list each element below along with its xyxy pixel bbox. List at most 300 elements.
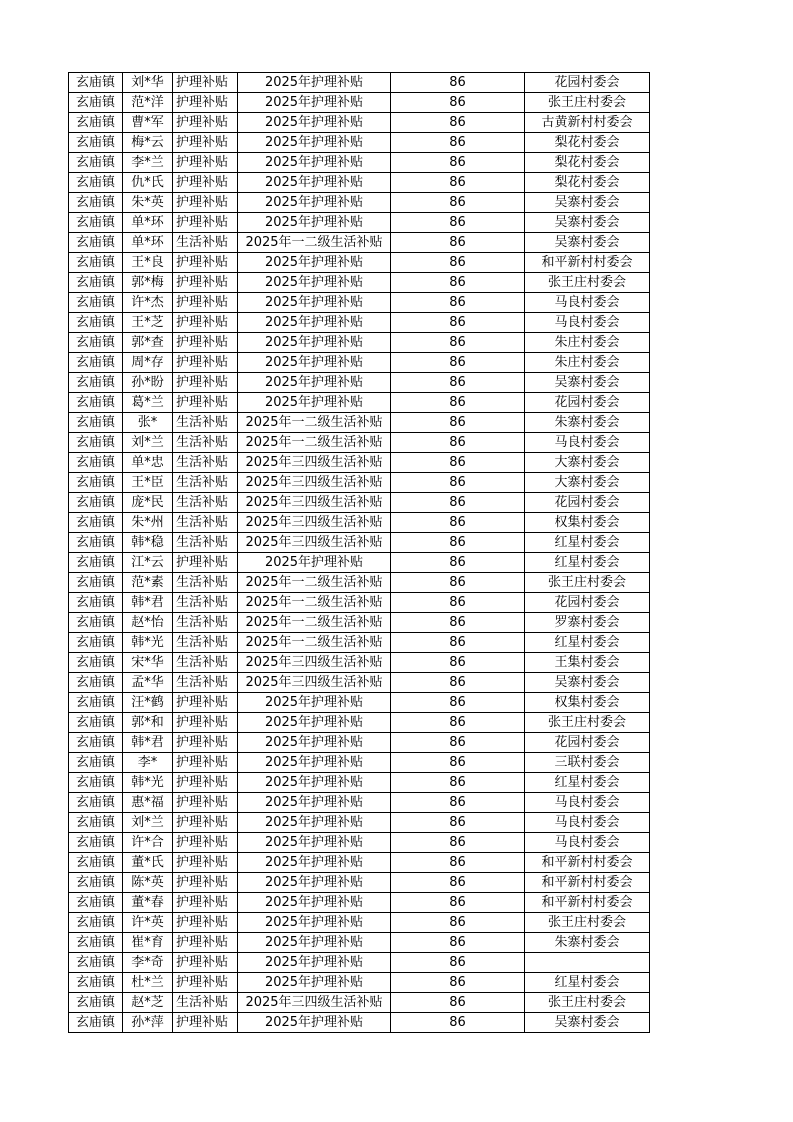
- amount-cell: 86: [391, 353, 525, 373]
- name-cell: 单*环: [123, 213, 173, 233]
- amount-cell: 86: [391, 533, 525, 553]
- amount-cell: 86: [391, 633, 525, 653]
- town-cell: 玄庙镇: [69, 953, 123, 973]
- amount-cell: 86: [391, 553, 525, 573]
- village-committee-cell: 朱寨村委会: [525, 933, 650, 953]
- amount-cell: 86: [391, 973, 525, 993]
- village-committee-cell: 大寨村委会: [525, 453, 650, 473]
- village-committee-cell: 张王庄村委会: [525, 913, 650, 933]
- subsidy-item-cell: 2025年三四级生活补贴: [238, 493, 391, 513]
- subsidy-item-cell: 2025年三四级生活补贴: [238, 453, 391, 473]
- town-cell: 玄庙镇: [69, 673, 123, 693]
- subsidy-item-cell: 2025年护理补贴: [238, 173, 391, 193]
- amount-cell: 86: [391, 333, 525, 353]
- subsidy-item-cell: 2025年护理补贴: [238, 253, 391, 273]
- category-cell: 护理补贴: [173, 933, 238, 953]
- table-row: [69, 173, 650, 193]
- subsidy-item-cell: 2025年护理补贴: [238, 333, 391, 353]
- subsidy-item-cell: 2025年一二级生活补贴: [238, 633, 391, 653]
- table-row: [69, 133, 650, 153]
- name-cell: 朱*州: [123, 513, 173, 533]
- subsidy-item-cell: 2025年一二级生活补贴: [238, 233, 391, 253]
- name-cell: 韩*稳: [123, 533, 173, 553]
- amount-cell: 86: [391, 93, 525, 113]
- village-committee-cell: 罗寨村委会: [525, 613, 650, 633]
- category-cell: 护理补贴: [173, 273, 238, 293]
- town-cell: 玄庙镇: [69, 93, 123, 113]
- subsidy-item-cell: 2025年护理补贴: [238, 273, 391, 293]
- name-cell: 郭*梅: [123, 273, 173, 293]
- table-row: [69, 593, 650, 613]
- town-cell: 玄庙镇: [69, 213, 123, 233]
- amount-cell: 86: [391, 133, 525, 153]
- village-committee-cell: 梨花村委会: [525, 173, 650, 193]
- name-cell: 孟*华: [123, 673, 173, 693]
- town-cell: 玄庙镇: [69, 193, 123, 213]
- town-cell: 玄庙镇: [69, 153, 123, 173]
- category-cell: 护理补贴: [173, 1013, 238, 1033]
- village-committee-cell: 权集村委会: [525, 693, 650, 713]
- town-cell: 玄庙镇: [69, 593, 123, 613]
- town-cell: 玄庙镇: [69, 253, 123, 273]
- category-cell: 生活补贴: [173, 673, 238, 693]
- category-cell: 生活补贴: [173, 413, 238, 433]
- table-row: [69, 233, 650, 253]
- table-row: [69, 73, 650, 93]
- village-committee-cell: 马良村委会: [525, 793, 650, 813]
- category-cell: 护理补贴: [173, 553, 238, 573]
- amount-cell: 86: [391, 793, 525, 813]
- name-cell: 崔*育: [123, 933, 173, 953]
- name-cell: 韩*光: [123, 633, 173, 653]
- name-cell: 李*: [123, 753, 173, 773]
- village-committee-cell: 和平新村村委会: [525, 853, 650, 873]
- village-committee-cell: 马良村委会: [525, 433, 650, 453]
- subsidy-item-cell: 2025年护理补贴: [238, 133, 391, 153]
- subsidy-item-cell: 2025年护理补贴: [238, 773, 391, 793]
- category-cell: 护理补贴: [173, 873, 238, 893]
- amount-cell: 86: [391, 593, 525, 613]
- name-cell: 许*合: [123, 833, 173, 853]
- amount-cell: 86: [391, 253, 525, 273]
- table-row: [69, 413, 650, 433]
- category-cell: 生活补贴: [173, 453, 238, 473]
- village-committee-cell: 花园村委会: [525, 493, 650, 513]
- amount-cell: 86: [391, 193, 525, 213]
- subsidy-item-cell: 2025年护理补贴: [238, 713, 391, 733]
- table-row: [69, 513, 650, 533]
- name-cell: 曹*军: [123, 113, 173, 133]
- amount-cell: 86: [391, 913, 525, 933]
- subsidy-item-cell: 2025年三四级生活补贴: [238, 513, 391, 533]
- table-row: [69, 493, 650, 513]
- village-committee-cell: 花园村委会: [525, 593, 650, 613]
- name-cell: 郭*和: [123, 713, 173, 733]
- table-row: [69, 433, 650, 453]
- amount-cell: 86: [391, 233, 525, 253]
- town-cell: 玄庙镇: [69, 893, 123, 913]
- category-cell: 护理补贴: [173, 293, 238, 313]
- village-committee-cell: 张王庄村委会: [525, 273, 650, 293]
- category-cell: 护理补贴: [173, 373, 238, 393]
- table-row: [69, 153, 650, 173]
- name-cell: 庞*民: [123, 493, 173, 513]
- category-cell: 生活补贴: [173, 573, 238, 593]
- village-committee-cell: 张王庄村委会: [525, 993, 650, 1013]
- name-cell: 韩*光: [123, 773, 173, 793]
- amount-cell: 86: [391, 753, 525, 773]
- name-cell: 韩*君: [123, 733, 173, 753]
- subsidy-item-cell: 2025年护理补贴: [238, 393, 391, 413]
- town-cell: 玄庙镇: [69, 113, 123, 133]
- subsidy-item-cell: 2025年护理补贴: [238, 193, 391, 213]
- subsidy-table: [68, 72, 650, 1033]
- category-cell: 护理补贴: [173, 73, 238, 93]
- amount-cell: 86: [391, 773, 525, 793]
- village-committee-cell: 红星村委会: [525, 773, 650, 793]
- name-cell: 单*环: [123, 233, 173, 253]
- village-committee-cell: 吴寨村委会: [525, 213, 650, 233]
- category-cell: 护理补贴: [173, 913, 238, 933]
- name-cell: 董*氏: [123, 853, 173, 873]
- subsidy-item-cell: 2025年护理补贴: [238, 853, 391, 873]
- amount-cell: 86: [391, 733, 525, 753]
- table-row: [69, 933, 650, 953]
- village-committee-cell: 和平新村村委会: [525, 873, 650, 893]
- subsidy-item-cell: 2025年护理补贴: [238, 913, 391, 933]
- subsidy-item-cell: 2025年三四级生活补贴: [238, 993, 391, 1013]
- subsidy-item-cell: 2025年三四级生活补贴: [238, 473, 391, 493]
- village-committee-cell: 朱寨村委会: [525, 413, 650, 433]
- name-cell: 韩*君: [123, 593, 173, 613]
- category-cell: 护理补贴: [173, 893, 238, 913]
- category-cell: 护理补贴: [173, 833, 238, 853]
- town-cell: 玄庙镇: [69, 413, 123, 433]
- subsidy-item-cell: 2025年一二级生活补贴: [238, 593, 391, 613]
- category-cell: 护理补贴: [173, 133, 238, 153]
- name-cell: 王*良: [123, 253, 173, 273]
- amount-cell: 86: [391, 853, 525, 873]
- name-cell: 赵*怡: [123, 613, 173, 633]
- village-committee-cell: 张王庄村委会: [525, 93, 650, 113]
- name-cell: 许*杰: [123, 293, 173, 313]
- village-committee-cell: 红星村委会: [525, 553, 650, 573]
- category-cell: 护理补贴: [173, 973, 238, 993]
- town-cell: 玄庙镇: [69, 873, 123, 893]
- table-row: [69, 793, 650, 813]
- category-cell: 护理补贴: [173, 753, 238, 773]
- town-cell: 玄庙镇: [69, 733, 123, 753]
- village-committee-cell: 马良村委会: [525, 293, 650, 313]
- name-cell: 惠*福: [123, 793, 173, 813]
- name-cell: 孙*萍: [123, 1013, 173, 1033]
- village-committee-cell: 梨花村委会: [525, 153, 650, 173]
- amount-cell: 86: [391, 653, 525, 673]
- name-cell: 许*英: [123, 913, 173, 933]
- town-cell: 玄庙镇: [69, 433, 123, 453]
- category-cell: 护理补贴: [173, 953, 238, 973]
- table-row: [69, 193, 650, 213]
- category-cell: 护理补贴: [173, 713, 238, 733]
- table-row: [69, 293, 650, 313]
- subsidy-item-cell: 2025年三四级生活补贴: [238, 673, 391, 693]
- subsidy-item-cell: 2025年护理补贴: [238, 733, 391, 753]
- village-committee-cell: 花园村委会: [525, 393, 650, 413]
- category-cell: 生活补贴: [173, 433, 238, 453]
- subsidy-item-cell: 2025年护理补贴: [238, 73, 391, 93]
- category-cell: 护理补贴: [173, 793, 238, 813]
- name-cell: 赵*芝: [123, 993, 173, 1013]
- table-row: [69, 753, 650, 773]
- village-committee-cell: 朱庄村委会: [525, 333, 650, 353]
- amount-cell: 86: [391, 273, 525, 293]
- category-cell: 护理补贴: [173, 393, 238, 413]
- village-committee-cell: 花园村委会: [525, 733, 650, 753]
- table-row: [69, 273, 650, 293]
- table-row: [69, 613, 650, 633]
- table-row: [69, 113, 650, 133]
- subsidy-item-cell: 2025年护理补贴: [238, 553, 391, 573]
- category-cell: 生活补贴: [173, 493, 238, 513]
- name-cell: 范*洋: [123, 93, 173, 113]
- table-row: [69, 813, 650, 833]
- amount-cell: 86: [391, 373, 525, 393]
- category-cell: 护理补贴: [173, 693, 238, 713]
- amount-cell: 86: [391, 513, 525, 533]
- subsidy-item-cell: 2025年护理补贴: [238, 813, 391, 833]
- village-committee-cell: 吴寨村委会: [525, 193, 650, 213]
- subsidy-item-cell: 2025年护理补贴: [238, 933, 391, 953]
- town-cell: 玄庙镇: [69, 233, 123, 253]
- name-cell: 郭*查: [123, 333, 173, 353]
- village-committee-cell: 梨花村委会: [525, 133, 650, 153]
- subsidy-item-cell: 2025年三四级生活补贴: [238, 653, 391, 673]
- village-committee-cell: 吴寨村委会: [525, 673, 650, 693]
- town-cell: 玄庙镇: [69, 833, 123, 853]
- name-cell: 陈*英: [123, 873, 173, 893]
- amount-cell: 86: [391, 1013, 525, 1033]
- table-row: [69, 93, 650, 113]
- table-row: [69, 773, 650, 793]
- amount-cell: 86: [391, 153, 525, 173]
- village-committee-cell: 马良村委会: [525, 313, 650, 333]
- name-cell: 刘*兰: [123, 813, 173, 833]
- table-row: [69, 373, 650, 393]
- table-row: [69, 833, 650, 853]
- town-cell: 玄庙镇: [69, 313, 123, 333]
- table-row: [69, 573, 650, 593]
- amount-cell: 86: [391, 613, 525, 633]
- table-row: [69, 973, 650, 993]
- town-cell: 玄庙镇: [69, 173, 123, 193]
- town-cell: 玄庙镇: [69, 273, 123, 293]
- amount-cell: 86: [391, 413, 525, 433]
- town-cell: 玄庙镇: [69, 333, 123, 353]
- category-cell: 护理补贴: [173, 733, 238, 753]
- subsidy-item-cell: 2025年护理补贴: [238, 373, 391, 393]
- name-cell: 王*臣: [123, 473, 173, 493]
- town-cell: 玄庙镇: [69, 373, 123, 393]
- village-committee-cell: 张王庄村委会: [525, 573, 650, 593]
- table-row: [69, 893, 650, 913]
- amount-cell: 86: [391, 313, 525, 333]
- amount-cell: 86: [391, 573, 525, 593]
- village-committee-cell: 吴寨村委会: [525, 373, 650, 393]
- category-cell: 护理补贴: [173, 813, 238, 833]
- table-row: [69, 633, 650, 653]
- subsidy-item-cell: 2025年护理补贴: [238, 793, 391, 813]
- town-cell: 玄庙镇: [69, 853, 123, 873]
- category-cell: 护理补贴: [173, 313, 238, 333]
- town-cell: 玄庙镇: [69, 473, 123, 493]
- town-cell: 玄庙镇: [69, 353, 123, 373]
- category-cell: 护理补贴: [173, 173, 238, 193]
- amount-cell: 86: [391, 713, 525, 733]
- name-cell: 刘*兰: [123, 433, 173, 453]
- name-cell: 李*兰: [123, 153, 173, 173]
- category-cell: 护理补贴: [173, 193, 238, 213]
- name-cell: 汪*鹤: [123, 693, 173, 713]
- table-row: [69, 553, 650, 573]
- name-cell: 董*春: [123, 893, 173, 913]
- town-cell: 玄庙镇: [69, 653, 123, 673]
- town-cell: 玄庙镇: [69, 133, 123, 153]
- amount-cell: 86: [391, 693, 525, 713]
- subsidy-item-cell: 2025年一二级生活补贴: [238, 413, 391, 433]
- town-cell: 玄庙镇: [69, 993, 123, 1013]
- amount-cell: 86: [391, 113, 525, 133]
- amount-cell: 86: [391, 433, 525, 453]
- village-committee-cell: 花园村委会: [525, 73, 650, 93]
- category-cell: 生活补贴: [173, 533, 238, 553]
- name-cell: 杜*兰: [123, 973, 173, 993]
- name-cell: 葛*兰: [123, 393, 173, 413]
- village-committee-cell: 红星村委会: [525, 633, 650, 653]
- category-cell: 护理补贴: [173, 93, 238, 113]
- town-cell: 玄庙镇: [69, 1013, 123, 1033]
- subsidy-item-cell: 2025年护理补贴: [238, 353, 391, 373]
- town-cell: 玄庙镇: [69, 573, 123, 593]
- subsidy-item-cell: 2025年护理补贴: [238, 313, 391, 333]
- name-cell: 梅*云: [123, 133, 173, 153]
- village-committee-cell: 和平新村村委会: [525, 893, 650, 913]
- subsidy-item-cell: 2025年护理补贴: [238, 93, 391, 113]
- amount-cell: 86: [391, 493, 525, 513]
- name-cell: 李*奇: [123, 953, 173, 973]
- category-cell: 生活补贴: [173, 473, 238, 493]
- village-committee-cell: 王集村委会: [525, 653, 650, 673]
- name-cell: 范*素: [123, 573, 173, 593]
- village-committee-cell: 古黄新村村委会: [525, 113, 650, 133]
- town-cell: 玄庙镇: [69, 513, 123, 533]
- category-cell: 生活补贴: [173, 233, 238, 253]
- town-cell: 玄庙镇: [69, 693, 123, 713]
- town-cell: 玄庙镇: [69, 533, 123, 553]
- table-row: [69, 393, 650, 413]
- town-cell: 玄庙镇: [69, 613, 123, 633]
- village-committee-cell: 朱庄村委会: [525, 353, 650, 373]
- town-cell: 玄庙镇: [69, 753, 123, 773]
- town-cell: 玄庙镇: [69, 933, 123, 953]
- table-row: [69, 653, 650, 673]
- village-committee-cell: 和平新村村委会: [525, 253, 650, 273]
- village-committee-cell: 红星村委会: [525, 973, 650, 993]
- amount-cell: 86: [391, 873, 525, 893]
- town-cell: 玄庙镇: [69, 713, 123, 733]
- table-row: [69, 693, 650, 713]
- table-row: [69, 213, 650, 233]
- subsidy-item-cell: 2025年三四级生活补贴: [238, 533, 391, 553]
- town-cell: 玄庙镇: [69, 453, 123, 473]
- amount-cell: 86: [391, 673, 525, 693]
- subsidy-item-cell: 2025年护理补贴: [238, 1013, 391, 1033]
- name-cell: 王*芝: [123, 313, 173, 333]
- village-committee-cell: 三联村委会: [525, 753, 650, 773]
- subsidy-item-cell: 2025年护理补贴: [238, 693, 391, 713]
- name-cell: 刘*华: [123, 73, 173, 93]
- town-cell: 玄庙镇: [69, 633, 123, 653]
- subsidy-item-cell: 2025年护理补贴: [238, 833, 391, 853]
- name-cell: 朱*英: [123, 193, 173, 213]
- category-cell: 生活补贴: [173, 593, 238, 613]
- name-cell: 宋*华: [123, 653, 173, 673]
- category-cell: 生活补贴: [173, 613, 238, 633]
- subsidy-item-cell: 2025年一二级生活补贴: [238, 613, 391, 633]
- category-cell: 护理补贴: [173, 353, 238, 373]
- table-body: [69, 73, 650, 1033]
- category-cell: 护理补贴: [173, 773, 238, 793]
- subsidy-item-cell: 2025年护理补贴: [238, 953, 391, 973]
- village-committee-cell: 权集村委会: [525, 513, 650, 533]
- village-committee-cell: 马良村委会: [525, 813, 650, 833]
- town-cell: 玄庙镇: [69, 973, 123, 993]
- amount-cell: 86: [391, 933, 525, 953]
- amount-cell: 86: [391, 453, 525, 473]
- village-committee-cell: 红星村委会: [525, 533, 650, 553]
- subsidy-item-cell: 2025年一二级生活补贴: [238, 433, 391, 453]
- amount-cell: 86: [391, 293, 525, 313]
- table-row: [69, 333, 650, 353]
- town-cell: 玄庙镇: [69, 773, 123, 793]
- amount-cell: 86: [391, 73, 525, 93]
- category-cell: 护理补贴: [173, 253, 238, 273]
- table-row: [69, 533, 650, 553]
- subsidy-item-cell: 2025年护理补贴: [238, 973, 391, 993]
- table-row: [69, 453, 650, 473]
- village-committee-cell: 马良村委会: [525, 833, 650, 853]
- amount-cell: 86: [391, 473, 525, 493]
- amount-cell: 86: [391, 393, 525, 413]
- name-cell: 张*: [123, 413, 173, 433]
- category-cell: 护理补贴: [173, 213, 238, 233]
- village-committee-cell: [525, 953, 650, 973]
- town-cell: 玄庙镇: [69, 393, 123, 413]
- table-row: [69, 953, 650, 973]
- village-committee-cell: 大寨村委会: [525, 473, 650, 493]
- town-cell: 玄庙镇: [69, 793, 123, 813]
- amount-cell: 86: [391, 813, 525, 833]
- town-cell: 玄庙镇: [69, 553, 123, 573]
- subsidy-item-cell: 2025年护理补贴: [238, 213, 391, 233]
- table-row: [69, 853, 650, 873]
- name-cell: 江*云: [123, 553, 173, 573]
- subsidy-item-cell: 2025年护理补贴: [238, 873, 391, 893]
- subsidy-item-cell: 2025年一二级生活补贴: [238, 573, 391, 593]
- subsidy-item-cell: 2025年护理补贴: [238, 113, 391, 133]
- town-cell: 玄庙镇: [69, 73, 123, 93]
- amount-cell: 86: [391, 893, 525, 913]
- town-cell: 玄庙镇: [69, 913, 123, 933]
